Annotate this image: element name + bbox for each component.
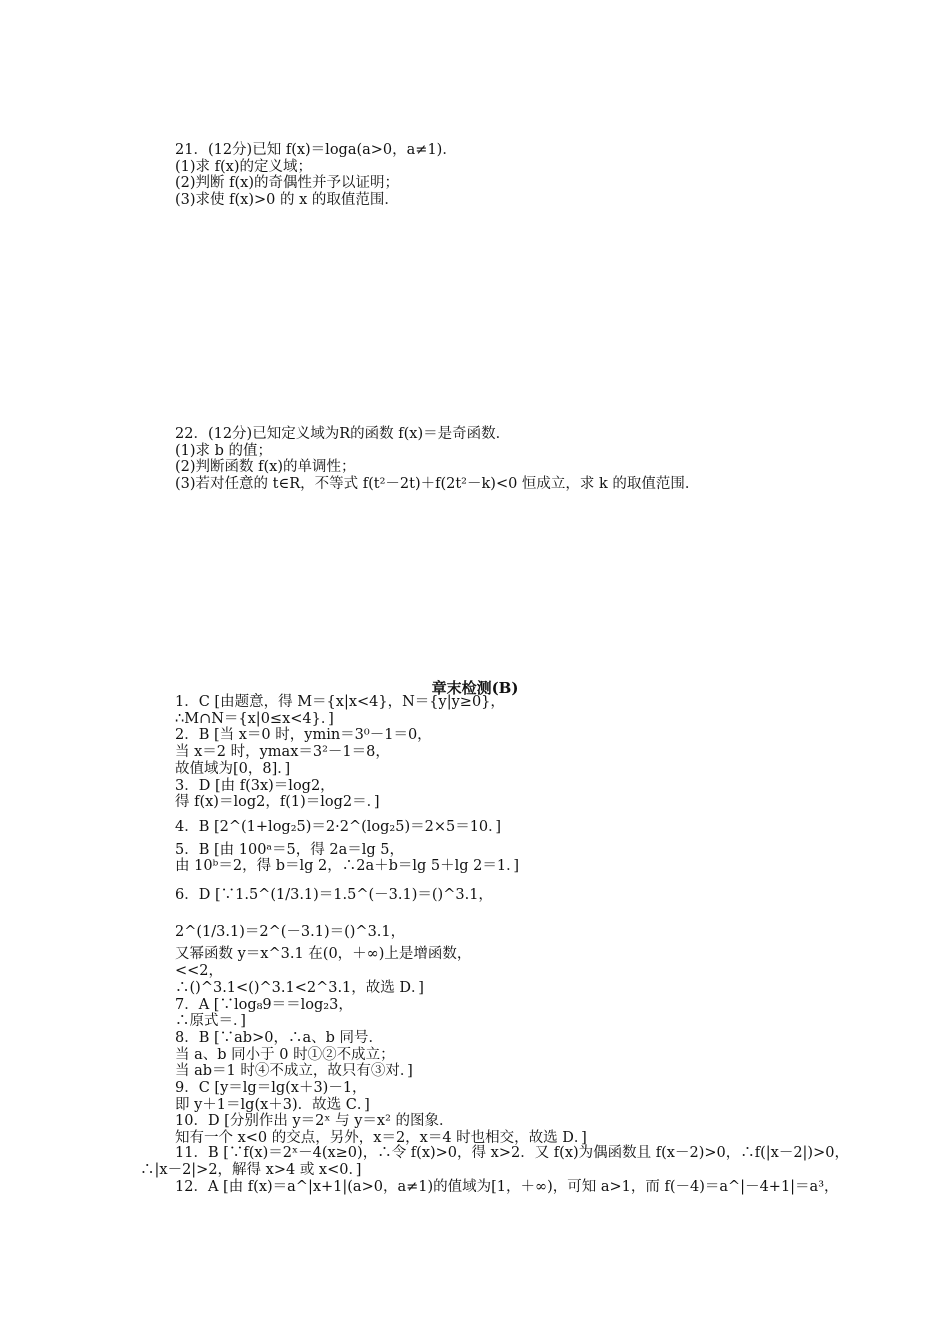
- q21-stem: 21．(12分)已知 f(x)＝loga(a>0，a≠1)．: [175, 142, 457, 158]
- q21-part-2: (2)判断 f(x)的奇偶性并予以证明；: [175, 175, 400, 191]
- answer-line: <<2，: [175, 963, 224, 980]
- q22-part-2: (2)判断函数 f(x)的单调性；: [175, 459, 356, 475]
- answer-line: 当 x＝2 时，ymax＝3²－1＝8，: [175, 744, 390, 761]
- answer-line: ∴原式＝．]: [175, 1013, 246, 1030]
- q21-part-1: (1)求 f(x)的定义域；: [175, 158, 313, 175]
- answer-line: 得 f(x)＝log2，f(1)＝log2＝．]: [175, 794, 380, 811]
- answer-line: 3．D [由 f(3x)＝log2，: [175, 777, 335, 794]
- answer-line: ∴()^3.1<()^3.1<2^3.1，故选 D．]: [175, 979, 424, 996]
- answer-line: 由 10ᵇ＝2，得 b＝lg 2，∴2a＋b＝lg 5＋lg 2＝1．]: [175, 858, 520, 875]
- answer-line: 2^(1/3.1)＝2^(－3.1)＝()^3.1，: [175, 923, 406, 940]
- q22-part-1: (1)求 b 的值；: [175, 442, 273, 459]
- answer-line: 即 y＋1＝lg(x＋3)．故选 C．]: [175, 1096, 370, 1113]
- answer-line: 5．B [由 100ᵃ＝5，得 2a＝lg 5，: [175, 841, 404, 858]
- answer-line-12: 12．A [由 f(x)＝a^|x+1|(a>0，a≠1)的值域为[1，＋∞)，可知 a>1，而 f(－4)＝a^|－4+1|＝a³，: [175, 1179, 839, 1195]
- answer-line: 6．D [∵1.5^(1/3.1)＝1.5^(－3.1)＝()^3.1，: [175, 887, 493, 904]
- answer-line: 当 ab＝1 时④不成立，故只有③对．]: [175, 1063, 413, 1080]
- question-21: [175, 142, 850, 208]
- q21-part-3: (3)求使 f(x)>0 的 x 的取值范围．: [175, 191, 399, 208]
- answer-line: 当 a、b 同小于 0 时①②不成立；: [175, 1046, 395, 1063]
- answer-line: 1．C [由题意，得 M＝{x|x<4}，N＝{y|y≥0}，: [175, 694, 505, 710]
- answer-line: 又幂函数 y＝x^3.1 在(0，＋∞)上是增函数，: [175, 946, 472, 963]
- answers-title: 章末检测(B): [431, 679, 519, 697]
- answer-line: 7．A [∵log₈9＝＝log₂3，: [175, 996, 353, 1013]
- answer-list: [175, 694, 850, 1147]
- answer-line-11: 11．B [∵f(x)＝2ˣ－4(x≥0)，∴令 f(x)>0，得 x>2．又 f(x)为偶函数且 f(x－2)>0，∴f(|x－2|)>0，∴|x－2|>2，解得 x>4 或 x<0．]: [140, 1145, 849, 1178]
- question-22: [175, 426, 850, 492]
- answer-line: 2．B [当 x＝0 时，ymin＝3⁰－1＝0，: [175, 727, 432, 744]
- answer-line: 4．B [2^(1+log₂5)＝2·2^(log₂5)＝2×5＝10．]: [175, 818, 502, 835]
- answer-line: 9．C [y＝lg＝lg(x＋3)－1，: [175, 1080, 367, 1097]
- answer-line: 故值域为[0，8]．]: [175, 760, 291, 777]
- answer-line: 知有一个 x<0 的交点，另外，x＝2，x＝4 时也相交，故选 D．]: [175, 1130, 587, 1147]
- q22-stem: 22．(12分)已知定义域为R的函数 f(x)＝是奇函数．: [175, 426, 511, 442]
- answer-line: ∴M∩N＝{x|0≤x<4}．]: [175, 710, 334, 727]
- answer-wrapped-list: [140, 1145, 850, 1196]
- answer-line: 8．B [∵ab>0，∴a、b 同号．: [175, 1029, 383, 1046]
- answer-line: 10．D [分别作出 y＝2ˣ 与 y＝x² 的图象．: [175, 1113, 454, 1130]
- q22-part-3: (3)若对任意的 t∈R，不等式 f(t²－2t)＋f(2t²－k)<0 恒成立，求 k 的取值范围．: [175, 475, 700, 492]
